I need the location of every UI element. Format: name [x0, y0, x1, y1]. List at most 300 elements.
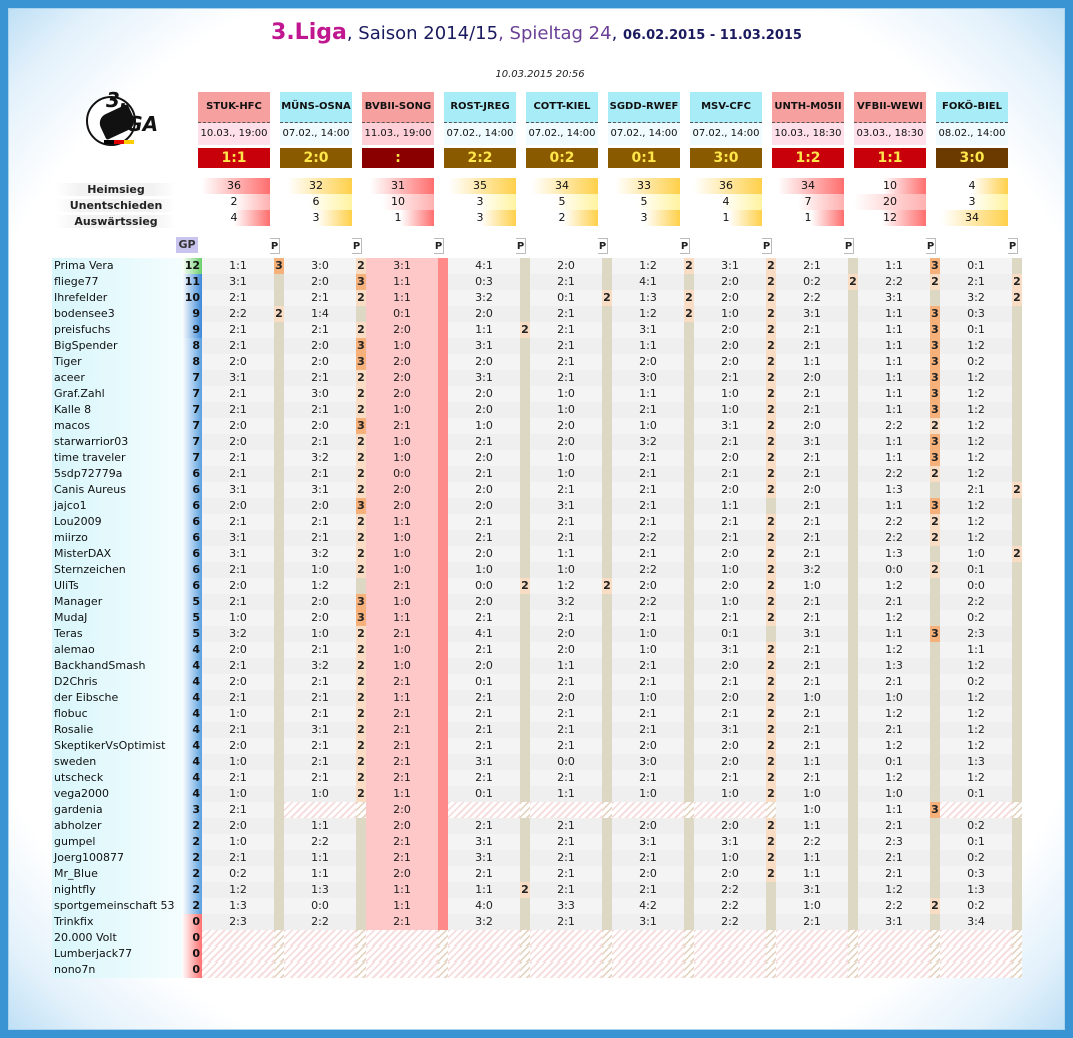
tip-cell: 1:2	[940, 466, 1012, 482]
player-row	[52, 642, 1022, 658]
tip-cell: 3:1	[202, 370, 274, 386]
tip-points	[520, 498, 530, 514]
tip-cell	[448, 962, 520, 978]
tip-points	[684, 802, 694, 818]
tip-points	[684, 594, 694, 610]
match-column-header[interactable]	[608, 92, 689, 252]
tip-points	[438, 946, 448, 962]
tip-cell: 3:1	[202, 482, 274, 498]
tip-cell: 1:0	[366, 642, 438, 658]
tip-cell: 1:0	[776, 802, 848, 818]
tip-points	[848, 626, 858, 642]
match-column-header[interactable]	[936, 92, 1017, 252]
player-name[interactable]: MisterDAX	[52, 546, 182, 562]
tip-points: 2	[767, 851, 775, 864]
tip-points	[356, 306, 366, 322]
tip-points	[848, 914, 858, 930]
player-name[interactable]: Joerg100877	[52, 850, 182, 866]
tip-points	[520, 290, 530, 306]
tip-cell	[940, 962, 1012, 978]
points-header[interactable]: P	[926, 238, 936, 254]
stat-label-away: Auswärtssieg	[56, 215, 176, 228]
tip-cell: 2:1	[530, 610, 602, 626]
player-name[interactable]: sportgemeinschaft 53	[52, 898, 182, 914]
points-header[interactable]: P	[680, 238, 690, 254]
player-name[interactable]: Lumberjack77	[52, 946, 182, 962]
tip-cell: 1:2	[940, 418, 1012, 434]
home-win-count: 33	[608, 178, 680, 194]
tip-points	[274, 738, 284, 754]
tip-points	[848, 866, 858, 882]
player-points: 0	[182, 930, 202, 946]
tip-points	[438, 866, 448, 882]
match-name[interactable]: STUK-HFC	[198, 92, 270, 123]
tip-cell: 3:1	[776, 434, 848, 450]
tip-points	[520, 674, 530, 690]
match-column-header[interactable]	[526, 92, 607, 252]
tip-points	[930, 786, 940, 802]
tip-cell: 2:1	[284, 434, 356, 450]
player-name[interactable]: utscheck	[52, 770, 182, 786]
player-name[interactable]: gardenia	[52, 802, 182, 818]
tip-points	[274, 706, 284, 722]
player-name[interactable]: miirzo	[52, 530, 182, 546]
player-name[interactable]: MudaJ	[52, 610, 182, 626]
match-column-header[interactable]	[690, 92, 771, 252]
tip-cell: 2:1	[530, 338, 602, 354]
player-name[interactable]: BackhandSmash	[52, 658, 182, 674]
player-name[interactable]: alemao	[52, 642, 182, 658]
tip-cell: 2:1	[612, 658, 684, 674]
player-name[interactable]: nono7n	[52, 962, 182, 978]
tip-points	[438, 786, 448, 802]
tip-cell: 1:1	[366, 898, 438, 914]
tip-points	[438, 898, 448, 914]
tip-points	[520, 434, 530, 450]
player-name[interactable]: time traveler	[52, 450, 182, 466]
tip-cell: 2:2	[776, 290, 848, 306]
tip-points: 2	[603, 291, 611, 304]
player-name[interactable]: Teras	[52, 626, 182, 642]
tip-cell: 2:1	[284, 402, 356, 418]
tip-cell: 1:2	[940, 706, 1012, 722]
player-name[interactable]: Trinkfix	[52, 914, 182, 930]
player-row	[52, 338, 1022, 354]
tip-cell: 0:2	[940, 674, 1012, 690]
tip-points	[274, 466, 284, 482]
tip-points: 2	[767, 835, 775, 848]
tip-points	[766, 898, 776, 914]
tip-cell: 1:0	[612, 690, 684, 706]
match-name[interactable]: VFBII-WEWI	[854, 92, 926, 123]
tip-cell: 2:1	[366, 626, 438, 642]
tip-points	[684, 418, 694, 434]
draw-count: 10	[362, 194, 434, 210]
tip-points: 3	[357, 499, 365, 512]
tip-points	[602, 962, 612, 978]
player-points: 2	[182, 818, 202, 834]
tip-points	[930, 290, 940, 306]
tip-points	[1012, 434, 1022, 450]
tip-cell: 1:0	[366, 530, 438, 546]
gp-header[interactable]: GP	[176, 237, 198, 253]
tip-points	[602, 706, 612, 722]
tip-cell: 2:1	[776, 322, 848, 338]
tip-points: 2	[767, 643, 775, 656]
tip-points	[684, 674, 694, 690]
tip-points: 3	[357, 595, 365, 608]
tip-cell: 2:1	[694, 370, 766, 386]
tip-points: 2	[357, 627, 365, 640]
tip-points	[848, 642, 858, 658]
points-header[interactable]: P	[762, 238, 772, 254]
tip-cell: 1:0	[366, 434, 438, 450]
tip-cell	[202, 930, 274, 946]
tip-points: 3	[357, 611, 365, 624]
title-matchday: Spieltag 24	[509, 23, 612, 44]
player-row	[52, 946, 1022, 962]
tip-cell: 1:2	[940, 738, 1012, 754]
tip-cell: 2:0	[202, 354, 274, 370]
tip-points	[1012, 402, 1022, 418]
match-name[interactable]: UNTH-M05II	[772, 92, 844, 123]
tip-cell: 2:1	[284, 706, 356, 722]
tip-points	[930, 850, 940, 866]
tip-cell: 2:1	[694, 514, 766, 530]
player-name[interactable]: BigSpender	[52, 338, 182, 354]
tip-points	[930, 706, 940, 722]
tip-points	[1012, 866, 1022, 882]
tip-points: 2	[357, 691, 365, 704]
tip-points	[684, 834, 694, 850]
player-row	[52, 562, 1022, 578]
tip-cell: 1:2	[940, 530, 1012, 546]
player-name[interactable]: abholzer	[52, 818, 182, 834]
tip-points	[930, 690, 940, 706]
tip-points	[602, 418, 612, 434]
tip-points	[356, 578, 366, 594]
tip-points	[684, 482, 694, 498]
tip-points	[848, 402, 858, 418]
tip-cell: 1:2	[940, 690, 1012, 706]
match-name[interactable]: MSV-CFC	[690, 92, 762, 123]
tip-points	[274, 802, 284, 818]
match-name[interactable]: FOKÖ-BIEL	[936, 92, 1008, 123]
points-header[interactable]: P	[270, 238, 280, 254]
tip-points	[438, 514, 448, 530]
player-name[interactable]: jajco1	[52, 498, 182, 514]
match-column-header[interactable]	[444, 92, 525, 252]
tip-points: 2	[357, 323, 365, 336]
player-name[interactable]: flobuc	[52, 706, 182, 722]
tip-points	[274, 722, 284, 738]
tips-table	[52, 258, 1022, 978]
tip-points	[848, 450, 858, 466]
player-name[interactable]: 20.000 Volt	[52, 930, 182, 946]
tip-points: 3	[931, 371, 939, 384]
match-name[interactable]: SGDD-RWEF	[608, 92, 680, 123]
tip-cell: 1:2	[940, 770, 1012, 786]
tip-points: 3	[357, 275, 365, 288]
home-win-count: 10	[854, 178, 926, 194]
tip-points: 2	[767, 547, 775, 560]
tip-cell: 2:1	[776, 514, 848, 530]
tip-cell: 3:1	[448, 850, 520, 866]
tip-points: 2	[357, 451, 365, 464]
player-name[interactable]: Ihrefelder	[52, 290, 182, 306]
player-points: 0	[182, 914, 202, 930]
tip-points	[930, 882, 940, 898]
tip-cell: 3:0	[612, 754, 684, 770]
points-header[interactable]: P	[1008, 238, 1018, 254]
tip-points: 2	[767, 563, 775, 576]
tip-cell: 0:0	[858, 562, 930, 578]
tip-points: 2	[357, 291, 365, 304]
tip-points	[684, 466, 694, 482]
tip-cell: 2:0	[612, 818, 684, 834]
tip-cell: 1:0	[530, 466, 602, 482]
flag-icon	[104, 140, 134, 144]
player-name[interactable]: gumpel	[52, 834, 182, 850]
tip-cell: 3:1	[448, 338, 520, 354]
tip-cell	[530, 930, 602, 946]
player-name[interactable]: Rosalie	[52, 722, 182, 738]
tip-cell: 2:0	[612, 578, 684, 594]
match-column-header[interactable]	[198, 92, 279, 252]
tip-points: 2	[767, 659, 775, 672]
tip-points	[1012, 706, 1022, 722]
tip-cell: 2:1	[694, 610, 766, 626]
tip-cell: 0:2	[202, 866, 274, 882]
tip-points	[356, 930, 366, 946]
tip-points	[1012, 642, 1022, 658]
tip-cell: 2:0	[530, 690, 602, 706]
match-column-header[interactable]	[280, 92, 361, 252]
tip-cell: 1:2	[858, 706, 930, 722]
tip-points	[520, 514, 530, 530]
tip-points	[1012, 466, 1022, 482]
player-name[interactable]: starwarrior03	[52, 434, 182, 450]
tip-points: 2	[357, 771, 365, 784]
tip-cell: 2:1	[284, 370, 356, 386]
tip-cell: 2:1	[366, 834, 438, 850]
match-name[interactable]: COTT-KIEL	[526, 92, 598, 123]
points-header[interactable]: P	[516, 238, 526, 254]
match-name[interactable]: ROST-JREG	[444, 92, 516, 123]
tip-points	[602, 354, 612, 370]
tip-points	[520, 690, 530, 706]
tip-cell: 0:1	[366, 306, 438, 322]
away-win-count: 4	[198, 210, 270, 226]
tip-points	[356, 802, 366, 818]
player-points: 5	[182, 626, 202, 642]
tip-points	[684, 450, 694, 466]
tip-points	[1012, 386, 1022, 402]
tip-points	[684, 434, 694, 450]
tip-cell: 2:0	[694, 354, 766, 370]
tip-points	[274, 418, 284, 434]
player-points: 4	[182, 722, 202, 738]
tip-cell: 2:1	[202, 850, 274, 866]
player-name[interactable]: macos	[52, 418, 182, 434]
tip-points	[1012, 450, 1022, 466]
tip-points	[274, 610, 284, 626]
tip-cell: 1:2	[858, 578, 930, 594]
tip-points	[1012, 530, 1022, 546]
tip-cell: 1:0	[776, 786, 848, 802]
player-points: 6	[182, 546, 202, 562]
tip-cell: 2:0	[448, 386, 520, 402]
tip-points: 2	[603, 579, 611, 592]
tip-points	[848, 898, 858, 914]
match-date: 07.02., 14:00	[690, 123, 762, 145]
tip-points	[602, 338, 612, 354]
tip-cell	[694, 962, 766, 978]
draw-count: 3	[444, 194, 516, 210]
tip-cell: 1:0	[448, 562, 520, 578]
tip-cell: 2:1	[776, 642, 848, 658]
match-column-header[interactable]	[772, 92, 853, 252]
tip-cell: 1:2	[612, 258, 684, 274]
tip-points	[1012, 802, 1022, 818]
match-score: 3:0	[936, 148, 1008, 168]
tip-points: 2	[357, 643, 365, 656]
player-name[interactable]: Mr_Blue	[52, 866, 182, 882]
match-date: 07.02., 14:00	[608, 123, 680, 145]
tip-cell: 2:1	[202, 770, 274, 786]
player-name[interactable]: preisfuchs	[52, 322, 182, 338]
tip-points: 2	[357, 435, 365, 448]
player-name[interactable]: SkeptikerVsOptimist	[52, 738, 182, 754]
tip-points	[602, 642, 612, 658]
player-points: 2	[182, 898, 202, 914]
player-name[interactable]: nightfly	[52, 882, 182, 898]
tip-cell: 2:0	[694, 578, 766, 594]
tip-points: 2	[931, 467, 939, 480]
points-header[interactable]: P	[352, 238, 362, 254]
player-name[interactable]: Sternzeichen	[52, 562, 182, 578]
match-name[interactable]: BVBII-SONG	[362, 92, 434, 123]
match-column-header[interactable]	[854, 92, 935, 252]
tip-points	[520, 946, 530, 962]
tip-cell: 2:1	[530, 514, 602, 530]
tip-points: 2	[767, 531, 775, 544]
tip-points	[684, 514, 694, 530]
tip-cell: 0:1	[940, 562, 1012, 578]
tip-cell	[940, 802, 1012, 818]
points-header[interactable]: P	[434, 238, 444, 254]
tip-points: 2	[767, 787, 775, 800]
points-header[interactable]: P	[598, 238, 608, 254]
tip-points	[848, 546, 858, 562]
tip-cell: 2:2	[858, 530, 930, 546]
player-name[interactable]: der Eibsche	[52, 690, 182, 706]
player-name[interactable]: Canis Aureus	[52, 482, 182, 498]
tip-cell: 1:2	[940, 370, 1012, 386]
player-name[interactable]: sweden	[52, 754, 182, 770]
tip-points	[930, 610, 940, 626]
player-name[interactable]: Tiger	[52, 354, 182, 370]
player-name[interactable]: Kalle 8	[52, 402, 182, 418]
player-name[interactable]: Prima Vera	[52, 258, 182, 274]
player-name[interactable]: vega2000	[52, 786, 182, 802]
tip-cell: 2:1	[612, 498, 684, 514]
tip-points: 2	[767, 819, 775, 832]
tip-points	[274, 354, 284, 370]
tip-cell: 2:1	[694, 674, 766, 690]
tip-points: 2	[1013, 291, 1021, 304]
tip-cell: 2:0	[366, 386, 438, 402]
player-name[interactable]: UliTs	[52, 578, 182, 594]
tip-points: 2	[357, 515, 365, 528]
points-header[interactable]: P	[844, 238, 854, 254]
player-name[interactable]: Lou2009	[52, 514, 182, 530]
player-name[interactable]: Graf.Zahl	[52, 386, 182, 402]
tip-points	[684, 354, 694, 370]
player-name[interactable]: Manager	[52, 594, 182, 610]
tip-points	[274, 658, 284, 674]
tip-points	[602, 866, 612, 882]
tip-cell	[448, 802, 520, 818]
match-column-header[interactable]	[362, 92, 443, 252]
player-points: 4	[182, 658, 202, 674]
tip-cell: 1:1	[366, 610, 438, 626]
tip-points	[602, 562, 612, 578]
tip-cell: 1:2	[858, 882, 930, 898]
tip-cell: 2:1	[530, 834, 602, 850]
tip-points	[602, 882, 612, 898]
tip-cell: 1:1	[858, 434, 930, 450]
away-win-count: 12	[854, 210, 926, 226]
match-name[interactable]: MÜNS-OSNA	[280, 92, 352, 123]
player-name[interactable]: bodensee3	[52, 306, 182, 322]
player-name[interactable]: D2Chris	[52, 674, 182, 690]
tip-points	[684, 818, 694, 834]
tip-points	[274, 770, 284, 786]
tip-points	[520, 546, 530, 562]
player-name[interactable]: aceer	[52, 370, 182, 386]
player-points: 6	[182, 578, 202, 594]
tip-points	[848, 290, 858, 306]
tip-points: 2	[767, 723, 775, 736]
tip-cell: 2:1	[694, 530, 766, 546]
tip-points	[930, 738, 940, 754]
tip-cell: 2:1	[448, 770, 520, 786]
player-name[interactable]: fliege77	[52, 274, 182, 290]
tip-points	[356, 834, 366, 850]
tip-cell: 2:1	[530, 738, 602, 754]
tip-cell: 2:1	[776, 450, 848, 466]
player-points: 11	[182, 274, 202, 290]
tip-points	[602, 322, 612, 338]
tip-points: 2	[767, 339, 775, 352]
player-points: 7	[182, 434, 202, 450]
player-name[interactable]: 5sdp72779a	[52, 466, 182, 482]
tip-points: 3	[275, 259, 283, 272]
tip-cell: 1:1	[858, 498, 930, 514]
tip-cell: 2:0	[284, 498, 356, 514]
tip-cell: 0:2	[776, 274, 848, 290]
tip-cell	[776, 946, 848, 962]
tip-points	[520, 786, 530, 802]
tip-cell: 1:2	[284, 578, 356, 594]
tip-points	[438, 642, 448, 658]
player-points: 6	[182, 466, 202, 482]
match-score: 1:1	[198, 148, 270, 168]
tip-points	[848, 690, 858, 706]
tip-points	[848, 354, 858, 370]
player-row	[52, 706, 1022, 722]
